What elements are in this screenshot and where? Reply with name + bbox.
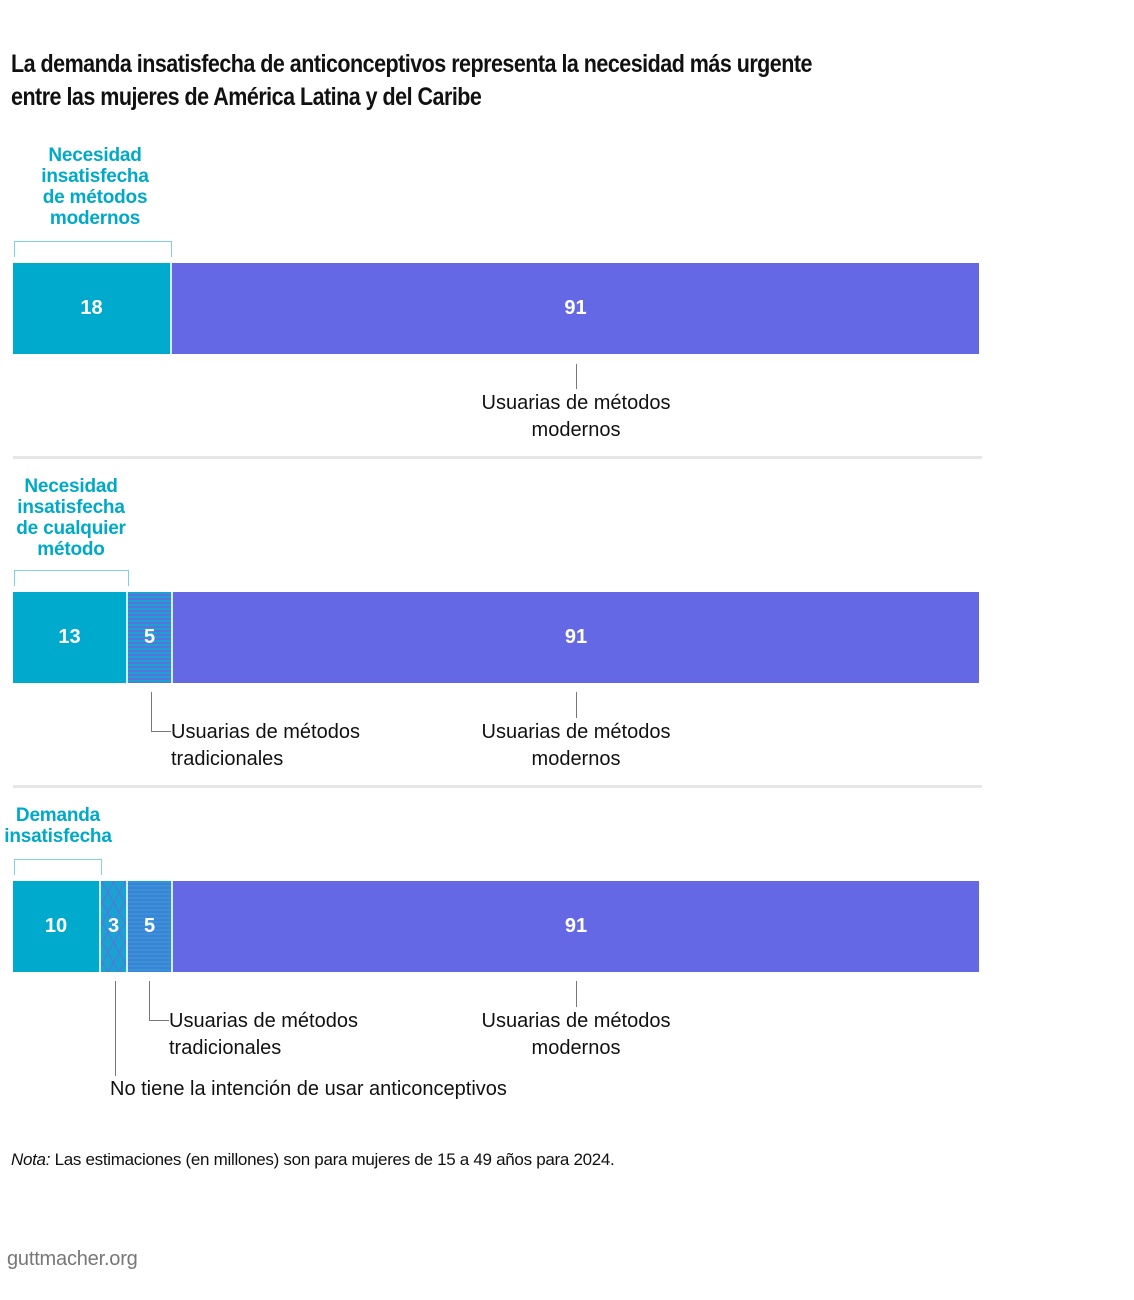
- group-divider: [13, 456, 982, 459]
- annotation-traditional: Usuarias de métodos tradicionales: [171, 721, 360, 770]
- group-2-bracket: [14, 570, 129, 586]
- group-3-bar: [13, 881, 979, 972]
- leader-line: [115, 981, 116, 1076]
- annotation-modern: Usuarias de métodos modernos: [481, 392, 671, 441]
- leader-line: [151, 692, 152, 731]
- segment-traditional: 5: [128, 592, 173, 683]
- footnote: [11, 1150, 614, 1170]
- segment-unmet: 10: [13, 881, 101, 972]
- segment-unmet: 13: [13, 592, 128, 683]
- segment-modern: 91: [172, 263, 979, 354]
- leader-line: [576, 692, 577, 718]
- annotation-modern: Usuarias de métodos modernos: [481, 1010, 671, 1059]
- leader-line: [149, 1020, 169, 1021]
- footnote-label: Nota:: [11, 1150, 51, 1169]
- segment-traditional: 5: [128, 881, 173, 972]
- annotation-traditional: Usuarias de métodos tradicionales: [169, 1010, 358, 1059]
- group-1-bracket: [14, 241, 172, 257]
- segment-no-intention: 3: [101, 881, 128, 972]
- chart-title: La demanda insatisfecha de anticonceptivos representa la necesidad más urgente entre las mujeres de América Latina y del Caribe: [11, 50, 812, 111]
- group-2-bar: [13, 592, 979, 683]
- segment-unmet: 18: [13, 263, 172, 354]
- leader-line: [576, 981, 577, 1007]
- segment-modern: 91: [173, 881, 979, 972]
- group-divider: [13, 785, 982, 788]
- annotation-no-intention: No tiene la intención de usar anticonceptivos: [110, 1078, 507, 1100]
- source-link[interactable]: guttmacher.org: [7, 1248, 138, 1270]
- footnote-text: Las estimaciones (en millones) son para mujeres de 15 a 49 años para 2024.: [50, 1150, 615, 1169]
- segment-modern: 91: [173, 592, 979, 683]
- group-2-label: Necesidad insatisfecha de cualquier método: [16, 476, 126, 560]
- group-3-bracket: [14, 859, 102, 875]
- annotation-modern: Usuarias de métodos modernos: [481, 721, 671, 770]
- leader-line: [149, 981, 150, 1020]
- group-1-label: Necesidad insatisfecha de métodos modernos: [41, 145, 149, 229]
- group-1-bar: [13, 263, 979, 354]
- group-3-label: Demanda insatisfecha: [4, 805, 112, 847]
- leader-line: [576, 364, 577, 389]
- leader-line: [151, 731, 171, 732]
